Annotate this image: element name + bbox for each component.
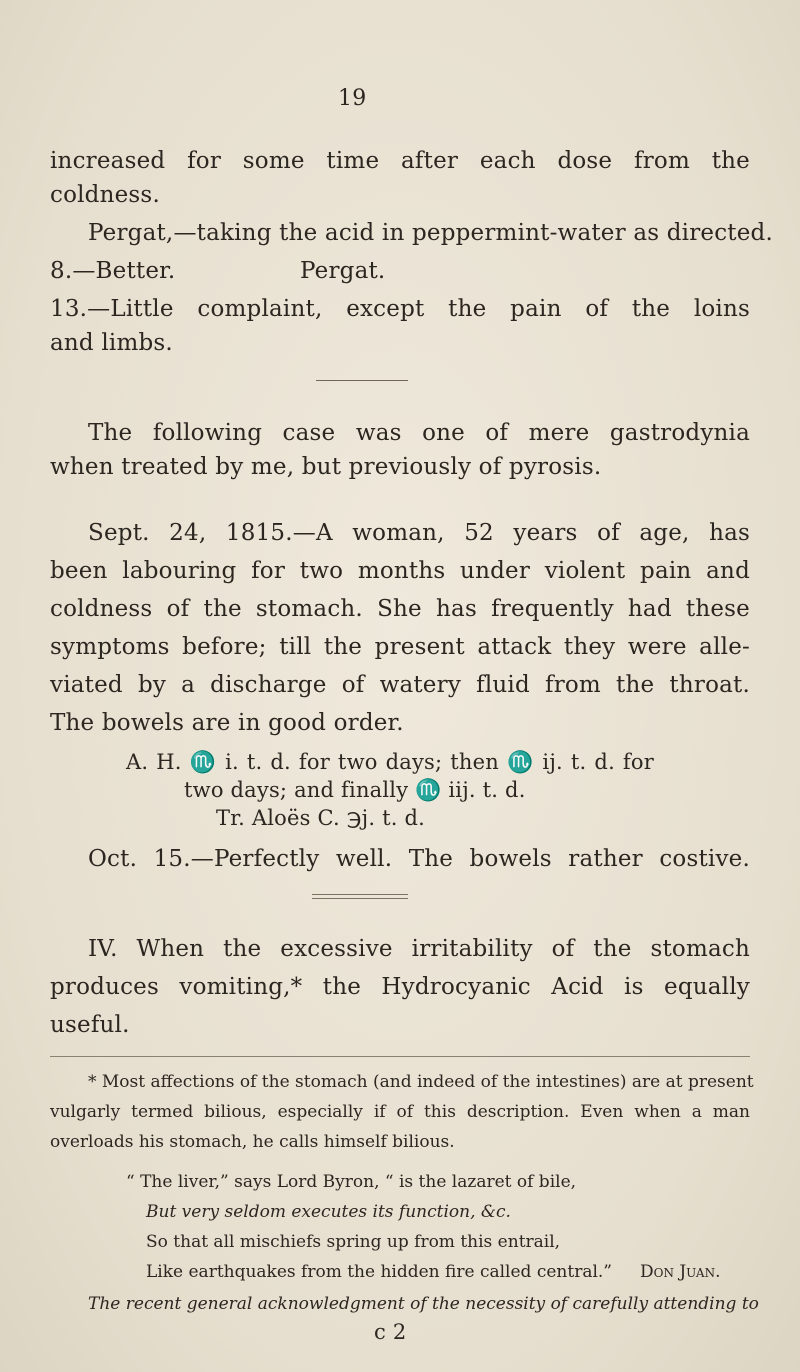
prescription-line: A. H. ♏ i. t. d. for two days; then ♏ ij. t. d. for (126, 750, 654, 774)
text-line: coldness of the stomach. She has frequently had these (50, 596, 750, 622)
text-line: Sept. 24, 1815.—A woman, 52 years of age, has (88, 520, 750, 546)
footnote-divider (50, 1056, 750, 1057)
text-line: 13.—Little complaint, except the pain of the loins (50, 296, 750, 322)
text-line: useful. (50, 1012, 130, 1038)
verse-line: But very seldom executes its function, &c. (146, 1202, 511, 1222)
footnote-line: overloads his stomach, he calls himself bilious. (50, 1132, 455, 1152)
text-line: when treated by me, but previously of pyrosis. (50, 454, 602, 480)
section-divider (312, 894, 408, 895)
verse-line: “ The liver,” says Lord Byron, “ is the lazaret of bile, (126, 1172, 577, 1192)
footnote-line: vulgarly termed bilious, especially if of this description. Even when a man (50, 1102, 750, 1122)
footnote-line: * Most affections of the stomach (and indeed of the intestines) are at present (88, 1072, 754, 1092)
text-line: The bowels are in good order. (50, 710, 404, 736)
text-line: Oct. 15.—Perfectly well. The bowels rather costive. (88, 846, 750, 872)
verse-line: Like earthquakes from the hidden fire called central.” (146, 1262, 612, 1282)
text-line: and limbs. (50, 330, 173, 356)
footnote-line: The recent general acknowledgment of the necessity of carefully attending to (88, 1294, 759, 1314)
text-line (50, 150, 750, 173)
text-line: symptoms before; till the present attack they were alle- (50, 634, 750, 660)
text-line: Pergat,—taking the acid in peppermint-water as directed. (88, 220, 773, 246)
verse-attribution: Don Juan. (640, 1262, 721, 1282)
text-line: viated by a discharge of watery fluid from the throat. (50, 672, 750, 698)
text-line: The following case was one of mere gastrodynia (88, 420, 750, 446)
prescription-line: Tr. Aloës C. ℈j. t. d. (216, 806, 425, 830)
verse-line: So that all mischiefs spring up from this entrail, (146, 1232, 561, 1252)
page-number: 19 (338, 86, 367, 111)
text-line-content: increased for some time after each dose from the (50, 148, 750, 174)
text-line: 8.—Better. (50, 258, 176, 284)
text-line: been labouring for two months under violent pain and (50, 558, 750, 584)
text-line: coldness. (50, 182, 160, 208)
text-line: IV. When the excessive irritability of the stomach (88, 936, 750, 962)
section-divider (316, 380, 408, 381)
signature-mark: c 2 (374, 1320, 407, 1344)
prescription-line: two days; and finally ♏ iij. t. d. (184, 778, 526, 802)
text-line: produces vomiting,* the Hydrocyanic Acid is equally (50, 974, 750, 1000)
text-line: Pergat. (300, 258, 386, 284)
